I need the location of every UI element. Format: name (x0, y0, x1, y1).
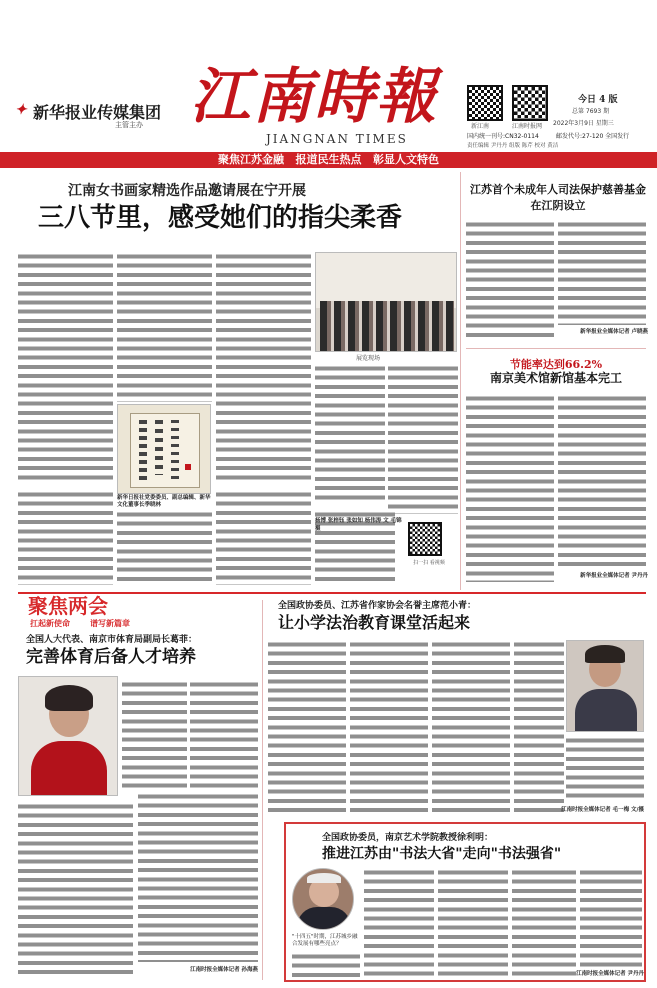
lead-col-9 (216, 490, 311, 585)
article-c-portrait (292, 868, 354, 930)
article-b-col-1 (268, 640, 346, 812)
lead-photo-caption-2: 展览现场 (356, 355, 381, 362)
lead-kicker: 江南女书画家精选作品邀请展在宁开展 (68, 183, 306, 199)
issue-date: 2022年3月9日 星期三 (553, 120, 614, 127)
article-b-headline: 让小学法治教育课堂活起来 (278, 613, 471, 632)
article-c-col-4 (512, 868, 576, 978)
masthead (0, 0, 657, 152)
right-top-byline: 新华报业全媒体记者 卢晓燕 (580, 329, 648, 335)
article-c-kicker: 全国政协委员，南京艺术学院教授徐利明： (322, 833, 494, 843)
article-b-col-3 (432, 640, 510, 812)
article-a (18, 630, 258, 980)
article-a-col-2 (190, 680, 258, 788)
slogan-text: 聚焦江苏金融 报道民生热点 彰显人文特色 (218, 153, 439, 166)
divider-section (18, 592, 646, 594)
article-b-photo (566, 640, 644, 732)
article-c-headline: 推进江苏由"书法大省"走向"书法强省" (322, 846, 562, 862)
group-people (320, 301, 454, 351)
lead-byline: 杨博 张梓钰 张如知 杨伟涛 文 毛锦 摄 (315, 518, 402, 532)
right-mid-headline: 南京美术馆新馆基本完工 (489, 371, 622, 385)
article-c-col-3 (438, 868, 508, 978)
article-c-photo-caption: "十四五"时期，江苏城乡融合发展有哪些亮点？ (292, 934, 358, 947)
right-top-col-1 (466, 220, 554, 338)
lead-article (16, 172, 456, 590)
article-a-col-3 (18, 802, 133, 977)
section-tagline-1: 扛起新使命 (30, 619, 70, 628)
section-header (18, 594, 238, 628)
divider-main-right (460, 172, 461, 590)
slogan-bar (0, 152, 657, 168)
group-sub: 主管主办 (115, 121, 143, 129)
article-a-col-1 (122, 680, 187, 788)
article-b (268, 598, 646, 820)
page-count: 今日 4 版 (578, 95, 618, 105)
article-c-col-5 (580, 868, 642, 968)
right-top-headline: 江苏首个未成年人司法保护慈善基金在江阴设立 (470, 183, 646, 212)
right-mid-byline: 新华报业全媒体记者 尹丹丹 (580, 573, 648, 579)
article-a-byline: 江南时报全媒体记者 孙海燕 (190, 967, 258, 973)
article-c-col-2 (364, 868, 434, 978)
lead-col-3 (216, 252, 311, 482)
calligraphy-artwork (130, 413, 200, 488)
right-mid-article (466, 352, 646, 590)
right-mid-col-1 (466, 394, 554, 582)
lead-photo-caption-1: 新华日报社党委委员、副总编辑、新华文化董事长季晓林 (117, 495, 211, 508)
article-a-kicker: 全国人大代表、南京市体育局副局长葛菲： (26, 635, 198, 645)
right-mid-kicker: 节能率达到66.2% (509, 358, 603, 371)
cn-number: 国内统一刊号:CN32-0114 (467, 133, 539, 140)
lead-col-8 (117, 510, 212, 585)
group-logo (15, 100, 185, 130)
group-name: 新华报业传媒集团 (33, 103, 162, 122)
exhibition-wall (316, 253, 457, 308)
right-top-col-2 (558, 220, 646, 325)
article-a-headline: 完善体育后备人才培养 (26, 647, 196, 667)
newspaper-title: 江南時報 (190, 62, 438, 132)
right-top-article (466, 172, 646, 347)
article-a-col-4 (138, 792, 258, 962)
divider-a-b (262, 600, 263, 980)
newspaper-title-en: JIANGNAN TIMES (266, 132, 408, 146)
lead-video-qr-caption: 扫一扫 看视频 (413, 560, 445, 566)
qr-code-1-label: 新江南 (471, 123, 490, 130)
lead-video-qr[interactable] (408, 522, 442, 556)
lead-col-5 (315, 364, 385, 504)
section-name: 聚焦两会 (28, 594, 108, 618)
article-b-col-4 (514, 640, 564, 812)
article-c (284, 822, 646, 982)
postal-code: 邮发代号:27-120 全国发行 (556, 133, 630, 140)
article-b-kicker: 全国政协委员、江苏省作家协会名誉主席范小青： (278, 601, 477, 611)
lead-col-1 (18, 252, 113, 482)
divider-right-1 (466, 348, 646, 349)
article-b-byline: 江南时报全媒体记者 毛一梅 文/摄 (561, 807, 644, 813)
lead-headline: 三八节里，感受她们的指尖柔香 (38, 203, 403, 233)
editor-credits: 责任编辑 尹丹丹 组版 陈芹 校对 黄洁 (467, 143, 559, 149)
article-b-col-2 (350, 640, 428, 812)
article-a-portrait (18, 676, 118, 796)
section-tagline-2: 谱写新篇章 (90, 619, 130, 628)
lead-photo-group (315, 252, 457, 352)
qr-code-1 (467, 85, 503, 121)
article-c-col-1 (292, 952, 360, 978)
group-logo-icon: ✦ (15, 102, 27, 118)
lead-photo-calligraphy (117, 404, 211, 494)
lead-col-7 (18, 490, 113, 585)
lead-col-6 (388, 364, 458, 514)
issue-number: 总第 7693 期 (572, 108, 610, 115)
qr-code-2 (512, 85, 548, 121)
article-b-col-5 (566, 736, 644, 802)
article-c-byline: 江南时报全媒体记者 尹丹丹 (576, 971, 644, 977)
right-mid-col-2 (558, 394, 646, 569)
qr-code-2-label: 江南时报网 (512, 123, 543, 130)
lead-col-2 (117, 252, 212, 402)
